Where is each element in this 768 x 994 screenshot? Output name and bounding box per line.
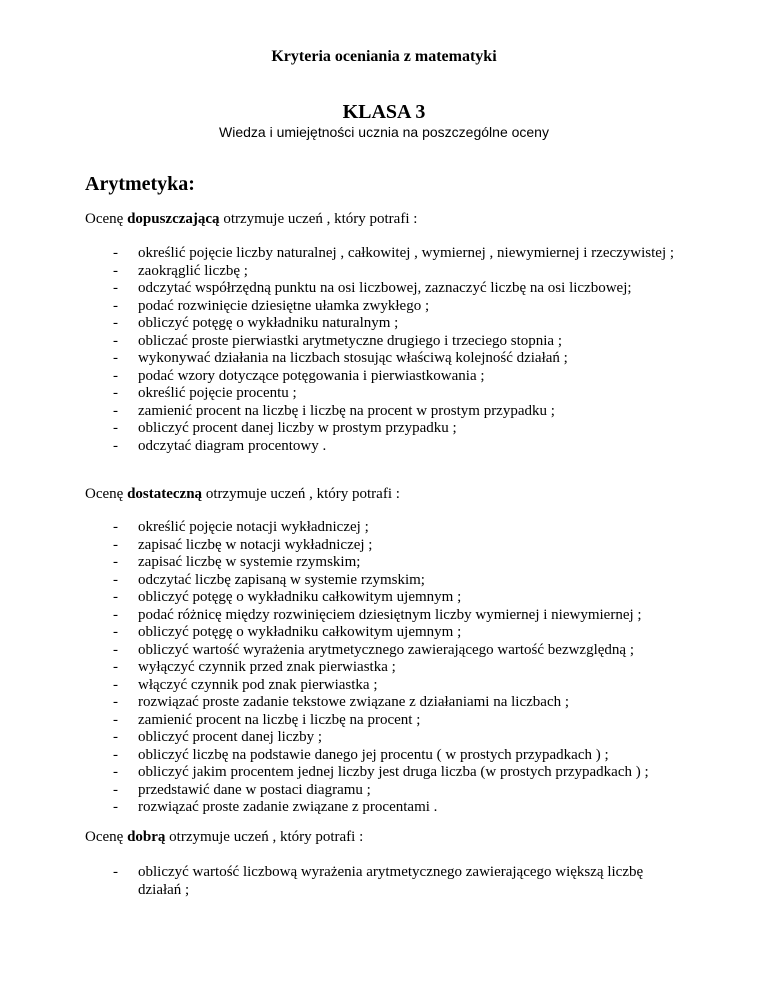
list-item: - zaokrąglić liczbę ; — [85, 263, 685, 281]
list-item: - zapisać liczbę w systemie rzymskim; — [85, 554, 685, 572]
intro-prefix: Ocenę — [85, 829, 128, 845]
grade-intro-dobra — [85, 829, 363, 847]
list-item: - rozwiązać proste zadanie tekstowe związane z działaniami na liczbach ; — [85, 694, 685, 712]
grade-name: dopuszczającą — [127, 211, 220, 227]
document-subtitle: Wiedza i umiejętności ucznia na poszczególne oceny — [219, 124, 549, 140]
criteria-list-dobra — [85, 864, 685, 899]
grade-name: dostateczną — [127, 486, 203, 502]
list-item: - określić pojęcie notacji wykładniczej ; — [85, 519, 685, 537]
list-item: - określić pojęcie procentu ; — [85, 385, 685, 403]
list-item: - zapisać liczbę w notacji wykładniczej ; — [85, 537, 685, 555]
intro-suffix: otrzymuje uczeń , który potrafi : — [219, 211, 418, 227]
list-item: - zamienić procent na liczbę i liczbę na procent w prostym przypadku ; — [85, 403, 685, 421]
list-item: - obliczyć potęgę o wykładniku naturalnym ; — [85, 315, 685, 333]
list-item: - obliczyć potęgę o wykładniku całkowitym ujemnym ; — [85, 589, 685, 607]
criteria-list-dostateczna — [85, 519, 685, 817]
grade-intro-dopuszczajaca — [85, 211, 417, 229]
list-item: - wykonywać działania na liczbach stosując właściwą kolejność działań ; — [85, 350, 685, 368]
list-item: - obliczyć wartość liczbową wyrażenia arytmetycznego zawierającego większą liczbę działań ; — [85, 864, 685, 899]
list-item: - określić pojęcie liczby naturalnej , całkowitej , wymiernej , niewymiernej i rzeczywistej ; — [85, 245, 685, 263]
list-item: - odczytać diagram procentowy . — [85, 438, 685, 456]
list-item: - rozwiązać proste zadanie związane z procentami . — [85, 799, 685, 817]
intro-suffix: otrzymuje uczeń , który potrafi : — [202, 486, 400, 502]
list-item: - odczytać współrzędną punktu na osi liczbowej, zaznaczyć liczbę na osi liczbowej; — [85, 280, 685, 298]
document-title: Kryteria oceniania z matematyki — [271, 48, 497, 65]
list-item: - podać różnicę między rozwinięciem dziesiętnym liczby wymiernej i niewymiernej ; — [85, 607, 685, 625]
list-item: - wyłączyć czynnik przed znak pierwiastka ; — [85, 659, 685, 677]
intro-prefix: Ocenę — [85, 486, 128, 502]
list-item: - włączyć czynnik pod znak pierwiastka ; — [85, 677, 685, 695]
list-item: - obliczyć jakim procentem jednej liczby jest druga liczba (w prostych przypadkach ) ; — [85, 764, 685, 782]
list-item: - obliczać proste pierwiastki arytmetyczne drugiego i trzeciego stopnia ; — [85, 333, 685, 351]
class-label: KLASA 3 — [342, 101, 426, 123]
criteria-list-dopuszczajaca — [85, 245, 685, 455]
list-item: - obliczyć potęgę o wykładniku całkowitym ujemnym ; — [85, 624, 685, 642]
list-item: - podać rozwinięcie dziesiętne ułamka zwykłego ; — [85, 298, 685, 316]
list-item: - obliczyć liczbę na podstawie danego jej procentu ( w prostych przypadkach ) ; — [85, 747, 685, 765]
list-item: - odczytać liczbę zapisaną w systemie rzymskim; — [85, 572, 685, 590]
section-heading: Arytmetyka: — [85, 173, 195, 195]
list-item: - przedstawić dane w postaci diagramu ; — [85, 782, 685, 800]
grade-intro-dostateczna — [85, 486, 400, 504]
intro-suffix: otrzymuje uczeń , który potrafi : — [165, 829, 364, 845]
list-item: - obliczyć procent danej liczby ; — [85, 729, 685, 747]
grade-name: dobrą — [127, 829, 166, 845]
intro-prefix: Ocenę — [85, 211, 128, 227]
list-item: - podać wzory dotyczące potęgowania i pierwiastkowania ; — [85, 368, 685, 386]
list-item: - obliczyć procent danej liczby w prostym przypadku ; — [85, 420, 685, 438]
list-item: - zamienić procent na liczbę i liczbę na procent ; — [85, 712, 685, 730]
list-item: - obliczyć wartość wyrażenia arytmetycznego zawierającego wartość bezwzględną ; — [85, 642, 685, 660]
